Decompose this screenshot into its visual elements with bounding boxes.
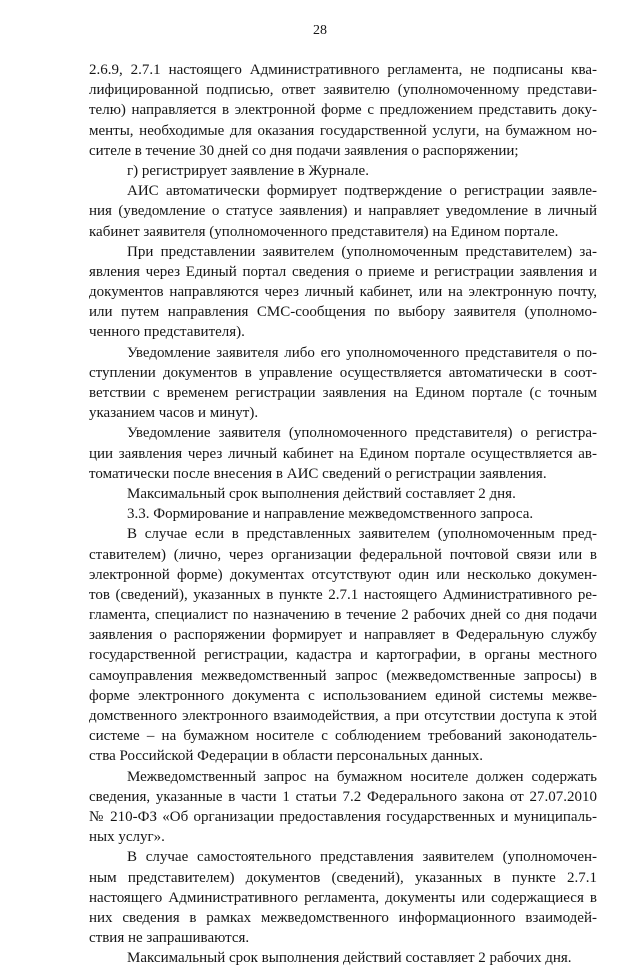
paragraph-p01	[89, 60, 597, 161]
text-line: 3.3. Формирование и направление межведомственного запроса.	[127, 506, 534, 523]
text-line: ния (уведомление о статусе заявления) и направляет уведомление в личный	[89, 203, 597, 220]
text-line: В случае если в представленных заявителем (уполномоченным пред-	[127, 526, 597, 543]
text-line: ства Российской Федерации в области персональных данных.	[89, 748, 484, 765]
text-line: настоящего Административного регламента, документы или содержащиеся в	[89, 889, 597, 906]
text-line: сведения, указанные в части 1 статьи 7.2 Федерального закона от 27.07.2010	[89, 788, 597, 805]
text-line: томатически после внесения в АИС сведений о регистрации заявления.	[89, 465, 547, 482]
text-line: г) регистрирует заявление в Журнале.	[127, 162, 369, 179]
text-line: В случае самостоятельного представления заявителем (уполномочен-	[127, 849, 597, 866]
text-line: тов (сведений), указанных в пункте 2.7.1 настоящего Административного ре-	[89, 586, 597, 603]
text-line: Межведомственный запрос на бумажном носителе должен содержать	[127, 768, 597, 785]
text-line: ных услуг».	[89, 829, 165, 846]
text-line: № 210-ФЗ «Об организации предоставления государственных и муниципаль-	[89, 808, 597, 825]
text-line: указанием часов и минут).	[89, 405, 259, 422]
text-line: ным представителем) документов (сведений), указанных в пункте 2.7.1	[89, 869, 597, 886]
text-line: самоуправления межведомственный запрос (межведомственные запросы) в	[89, 667, 597, 684]
text-line: электронной форме) документах отсутствуют один или несколько докумен-	[89, 566, 597, 583]
text-line: ции заявления через личный кабинет на Едином портале осуществляется ав-	[89, 445, 597, 462]
page-number: 28	[313, 23, 327, 38]
text-line: Максимальный срок выполнения действий составляет 2 дня.	[127, 485, 516, 502]
paragraph-p04	[89, 242, 597, 343]
text-line: ступлении документов в управление осуществляется автоматически в соот-	[89, 364, 597, 381]
paragraph-p12	[89, 948, 597, 968]
text-line: кабинет заявителя (уполномоченного представителя) на Едином портале.	[89, 223, 559, 240]
text-line: государственной регистрации, кадастра и картографии, в органы местного	[89, 647, 597, 664]
paragraph-p05	[89, 343, 597, 424]
text-line: ствия не запрашиваются.	[89, 930, 250, 947]
paragraph-p10	[89, 767, 597, 848]
text-line: телю) направляется в электронной форме с предложением представить доку-	[89, 102, 597, 119]
page-number-container	[0, 23, 640, 39]
text-line: форме электронного документа с использованием единой системы межве-	[89, 687, 597, 704]
text-line: гламента, специалист по назначению в течение 2 рабочих дней со дня подачи	[89, 607, 597, 624]
paragraph-p07	[89, 484, 597, 504]
text-line: них сведения в рамках межведомственного информационного взаимодей-	[89, 909, 597, 926]
document-body	[89, 60, 597, 968]
paragraph-p06	[89, 423, 597, 484]
text-line: заявления о распоряжении формирует и направляет в Федеральную службу	[89, 627, 597, 644]
text-line: При представлении заявителем (уполномоченным представителем) за-	[127, 243, 597, 260]
text-line: системе – на бумажном носителе с соблюдением требований законодатель-	[89, 728, 597, 745]
text-line: АИС автоматически формирует подтверждение о регистрации заявле-	[127, 183, 597, 200]
text-line: Уведомление заявителя либо его уполномоченного представителя о по-	[127, 344, 597, 361]
text-line: лифицированной подписью, ответ заявителю (уполномоченному представи-	[89, 82, 597, 99]
text-line: ветствии с временем регистрации заявления на Едином портале (с точным	[89, 385, 597, 401]
text-line: сителе в течение 30 дней со дня подачи заявления о распоряжении;	[89, 142, 519, 159]
text-line: ченного представителя).	[89, 324, 245, 341]
paragraph-p03	[89, 181, 597, 242]
text-line: домственного электронного взаимодействия, а при отсутствии доступа к этой	[89, 708, 597, 724]
text-line: менты, необходимые для оказания государственной услуги, на бумажном но-	[89, 122, 597, 139]
paragraph-p11	[89, 847, 597, 948]
paragraph-p08	[89, 504, 597, 524]
paragraph-p09	[89, 524, 597, 766]
text-line: 2.6.9, 2.7.1 настоящего Административного регламента, не подписаны ква-	[89, 62, 597, 78]
text-line: ставителем) (лично, через организации федеральной почтовой связи или в	[89, 546, 597, 563]
text-line: документов направляются через личный кабинет, или на электронную почту,	[89, 284, 597, 301]
text-line: явления через Единый портал сведения о приеме и регистрации заявления и	[89, 263, 597, 280]
text-line: Уведомление заявителя (уполномоченного представителя) о регистра-	[127, 425, 597, 442]
text-line: или путем направления СМС-сообщения по выбору заявителя (уполномо-	[89, 304, 597, 321]
paragraph-p02	[89, 161, 597, 181]
text-line: Максимальный срок выполнения действий составляет 2 рабочих дня.	[127, 950, 572, 967]
